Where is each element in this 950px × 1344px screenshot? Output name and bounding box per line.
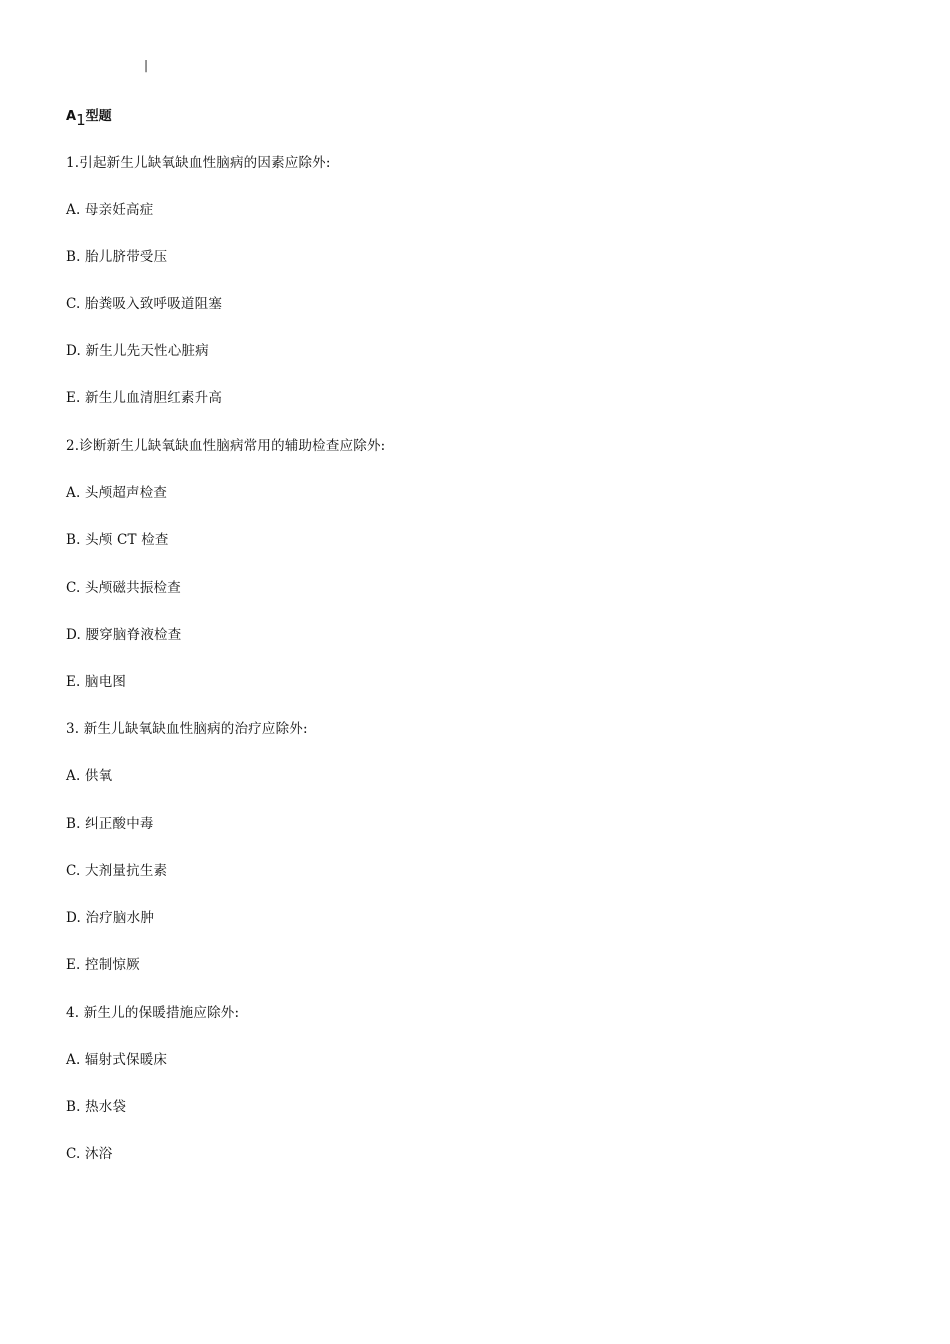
question-option: B. 胎儿脐带受压 [66, 249, 168, 265]
section-title-rest: 型题 [85, 109, 112, 124]
question-option: A. 辐射式保暖床 [66, 1052, 168, 1068]
question-stem: 3. 新生儿缺氧缺血性脑病的治疗应除外: [66, 721, 308, 737]
question-stem: 1.引起新生儿缺氧缺血性脑病的因素应除外: [66, 155, 331, 171]
question-option: A. 母亲妊高症 [66, 202, 154, 218]
question-stem: 2.诊断新生儿缺氧缺血性脑病常用的辅助检查应除外: [66, 438, 386, 454]
question-option: E. 脑电图 [66, 674, 127, 690]
question-option: B. 头颅 CT 检查 [66, 532, 169, 548]
question-option: A. 供氧 [66, 768, 113, 784]
header-mark: | [144, 58, 149, 72]
section-title-subscript: 1 [76, 111, 86, 129]
question-option: B. 纠正酸中毒 [66, 816, 154, 832]
question-option: D. 新生儿先天性心脏病 [66, 343, 209, 359]
question-option: D. 腰穿脑脊液检查 [66, 627, 182, 643]
section-title-main: A [66, 109, 77, 124]
question-option: E. 新生儿血清胆红素升高 [66, 390, 223, 406]
section-title [66, 106, 112, 129]
question-option: C. 头颅磁共振检查 [66, 580, 181, 596]
question-option: E. 控制惊厥 [66, 957, 140, 973]
question-option: C. 沐浴 [66, 1146, 113, 1162]
question-option: C. 大剂量抗生素 [66, 863, 168, 879]
question-option: D. 治疗脑水肿 [66, 910, 155, 926]
question-stem: 4. 新生儿的保暖措施应除外: [66, 1005, 240, 1021]
question-option: A. 头颅超声检查 [66, 485, 168, 501]
question-option: C. 胎粪吸入致呼吸道阻塞 [66, 296, 223, 312]
question-option: B. 热水袋 [66, 1099, 127, 1115]
